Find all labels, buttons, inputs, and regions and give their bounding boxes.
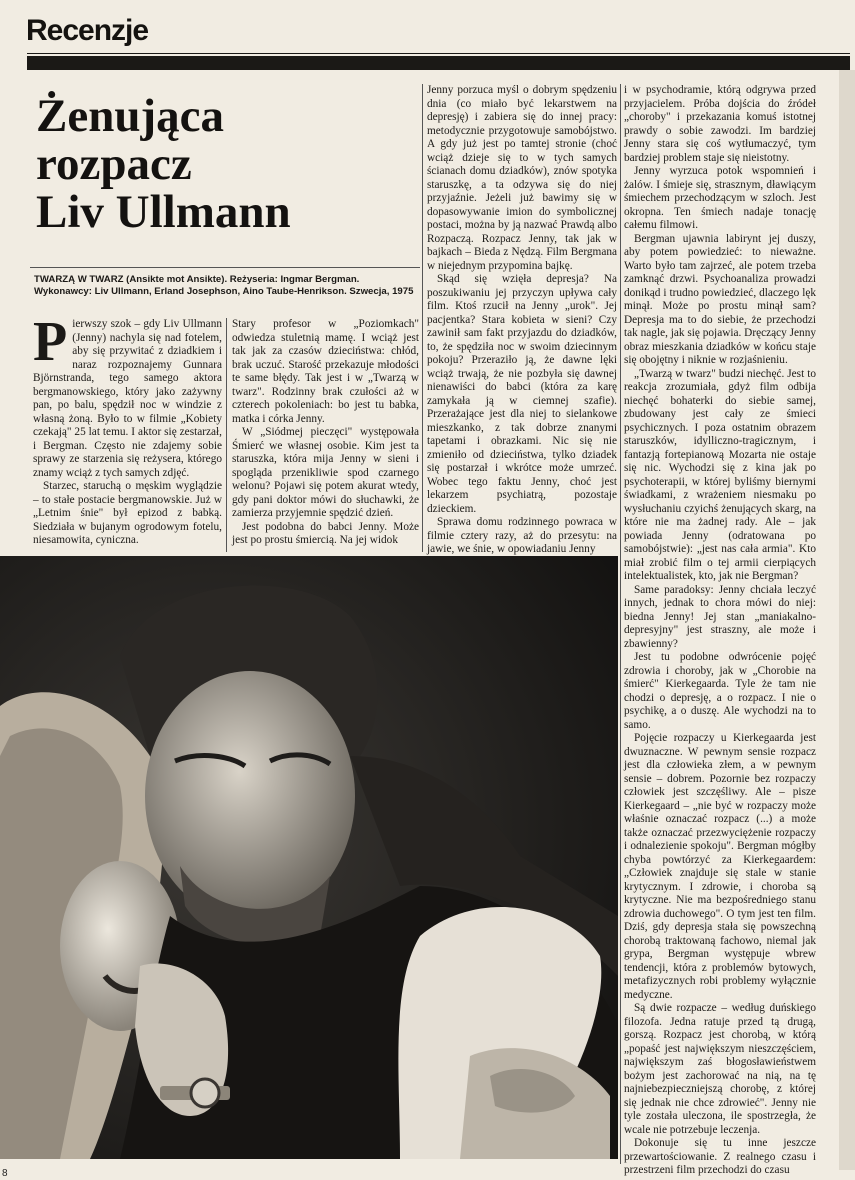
page-number: 8: [2, 1168, 8, 1179]
paragraph: Są dwie rozpacze – według duńskiego filozofa. Jedna ratuje przed tą drugą, gorszą. Rozpacz jest chorobą, w którą „popaść jest największym nieszczęściem, największym zaś błogosławieństwem bożym jest zachorować na nią, na tę najniebezpieczniejszą chorobę, z której się jednak nie chce zdrowieć". Jenny nie tyle została uleczona, ile spostrzegła, że wcale nie potrzebuje leczenja.: [624, 1002, 816, 1136]
text-column-2: [232, 318, 419, 548]
paragraph: Jest tu podobne odwrócenie pojęć zdrowia i choroby, jak w „Chorobie na śmierć" Kierkegaarda. Tyle że tam nie chodzi o depresję, a o rozpacz. I nie o psychikę, a o duszę. Ale wychodzi na to samo.: [624, 651, 816, 731]
film-still-photo: [0, 556, 618, 1159]
text-column-3: [427, 84, 617, 557]
article-headline: [36, 92, 416, 236]
drop-cap: P: [33, 311, 68, 373]
paragraph: Pojęcie rozpaczy u Kierkegaarda jest dwuznaczne. W pewnym sensie rozpacz jest dla człowieka złem, a w pewnym sensie – dobrem. Pozornie bez rozpaczy człowiek jest szczęśliwy. Ale – pisze Kierkegaard – „nie być w rozpaczy może właśnie oznaczać rozpacz (...) a może także oznaczać przezwyciężenie rozpaczy i odnalezienie spokoju". Bergman mógłby chyba powtórzyć za Kierkegaardem: „Człowiek znajduje się stale w stanie krytycznym. I zdrowie, i choroba są krytyczne. Nie ma bezpośredniego stanu zdrowia duchowego". O tym jest ten film. Dziś, gdy depresja stała się powszechną chorobą traktowaną fachowo, niemal jak grypa, Bergman występuje wbrew tendencji, która z problemów bytowych, metafizycznych robi problemy wyłącznie medyczne.: [624, 732, 816, 1001]
column-divider: [226, 318, 227, 552]
paragraph: Bergman ujawnia labirynt jej duszy, aby potem powiedzieć: to nieważne. Warto było tam zajrzeć, ale potem trzeba zamknąć drzwi. Psychoanaliza prowadzi donikąd i trudno powiedzieć, dlaczego lęk minął. Może po prostu minął sam? Depresja ma to do siebie, że przechodzi tak nagle, jak się pojawia. Dręczący Jenny obraz mieszkania dziadków w końcu staje się obojętny i niknie w rozjaśnieniu.: [624, 232, 816, 366]
top-rule: [27, 53, 850, 54]
text-column-1: [33, 311, 222, 548]
paragraph: Pierwszy szok – gdy Liv Ullmann (Jenny) nachyla się nad fotelem, aby się przywitać z dziadkiem i naraz rozpoznajemy Gunnara Björnstranda, tego samego aktora bergmanowskiego, który jako zażywny pan, po balu, spędził noc w windzie z własną żoną. Było to w filmie „Kobiety czekają" 25 lat temu. I aktor się zestarzał, i Bergman. Często nie zdajemy sobie sprawy ze starzenia się reżysera, którego znamy wciąż z tych samych zdjęć.: [33, 311, 222, 479]
column-divider: [422, 84, 423, 552]
paragraph: Stary profesor w „Poziomkach" odwiedza stuletnią mamę. I wciąż jest tak jak za czasów dzieciństwa: chłód, brak uczuć. Starość przekazuje młodości te same błędy. Tak jest i w „Twarzą w twarz". Rodzinny brak czułości aż w czterech pokoleniach: bo jest tu babka, matka i córka Jenny.: [232, 318, 419, 425]
paragraph: Starzec, staruchą o męskim wyglądzie – to stałe postacie bergmanowskie. Już w „Letnim śnie" był epizod z babką. Siedziała w bujanym ogrodowym fotelu, niesamowita, cyniczna.: [33, 480, 222, 546]
paragraph: Same paradoksy: Jenny chciała leczyć innych, jednak to chora mówi do niej: biedna Jenny! Jej stan „maniakalno-depresyjny" jest straszny, ale może i zbawienny?: [624, 583, 816, 650]
text-column-4: [624, 84, 816, 1178]
paragraph: Sprawa domu rodzinnego powraca w filmie cztery razy, aż do przesytu: na jawie, we śnie, w opowiadaniu Jenny: [427, 516, 617, 555]
film-credits: TWARZĄ W TWARZ (Ansikte mot Ansikte). Reżyseria: Ingmar Bergman. Wykonawcy: Liv Ullmann, Erland Josephson, Aino Taube-Henrikson. Szwecja, 1975: [34, 274, 414, 297]
paragraph: Dokonuje się tu inne jeszcze przewartościowanie. Z realnego czasu i przestrzeni film przechodzi do czasu: [624, 1137, 816, 1176]
paragraph: W „Siódmej pieczęci" występowała Śmierć we własnej osobie. Kim jest ta staruszka, która mija Jenny w sieni i spogląda przenikliwie spod czarnego welonu? Pojawi się potem akurat wtedy, gdy pani doktor mówi do słuchawki, że zamierza przyjemnie spędzić dzień.: [232, 426, 419, 519]
column-divider: [620, 84, 621, 1164]
paragraph: Jenny porzuca myśl o dobrym spędzeniu dnia (co miało być lekarstwem na depresję) i zabiera się do innej pracy: metodycznie przygotowuje samobójstwo. A gdy już jest po tamtej stronie (choć wciąż dzieje się to w tych samych ścianach domu dziadków), znów spotyka staruszkę, a ta odzywa się do niej przyjaźnie. Jeżeli już bawimy się w dopasowywanie imion do symbolicznej postaci, można by ją nazwać Prawdą albo Rozpaczą. Rozpacz Jenny, tak jak w bajkach – Bieda z Nędzą. Film Bergmana w niejednym przypomina bajkę.: [427, 84, 617, 272]
paragraph: Jest podobna do babci Jenny. Może jest po prostu śmiercią. Na jej widok: [232, 520, 419, 546]
headline-line-1: Żenująca: [36, 90, 224, 142]
header-bar: [27, 56, 850, 70]
page-margin: [839, 70, 855, 1170]
paragraph: „Twarzą w twarz" budzi niechęć. Jest to reakcja zrozumiała, gdyż film odbija niechęć bohaterki do siebie samej, zbudowany jest cały ze śmieci psychicznych. I poza ostatnim obrazem staruszków, idylliczno-tragicznym, i fantazją fortepianową Mozarta nie ostaje się nic. Wychodzi się z kina jak po psychoterapii, w której byliśmy biernymi świadkami, z wrażeniem niesmaku po wysłuchaniu czyichś żenujących skarg, na które nie ma żadnej rady. Ale – jak powiada Jenny (odratowana po samobójstwie): „jest nas cała armia". Kto miał zrobić film o tej armii cierpiących intelektualistek, kto, jak nie Bergman?: [624, 367, 816, 582]
headline-line-3: Liv Ullmann: [36, 186, 291, 238]
section-label: Recenzje: [26, 14, 149, 47]
paragraph: Skąd się wzięła depresja? Na poszukiwaniu jej przyczyn upływa cały film. Ktoś rzucił na Jenny „urok". Jej pacjentka? Stara kobieta w sieni? Czy zawinił sam fakt przyjazdu do dziadków, to, że spędziła noc w swoim dziecinnym pokoju? Przeraziło ją, że dawne lęki wciąż trwają, że nie pozbyła się dawnej nienawiści do babci (która za karę zamykała ją w ciemnej szafie). Przerażające jest dla niej to sielankowe mieszkanko, z tak dobrze znanymi tapetami i obrazkami. Nic się nie zmieniło od dzieciństwa, tylko dziadek się postarzał i wkrótce może umrzeć. Wobec tego faktu Jenny, choć jest lekarzem psychiatrą, pozostaje dzieckiem.: [427, 273, 617, 515]
headline-line-2: rozpacz: [36, 138, 192, 190]
paragraph: i w psychodramie, którą odgrywa przed przyjacielem. Próba dojścia do źródeł „choroby" i przekazania komuś istotnej prawdy o sobie zawodzi. Im bardziej Jenny stara się coś wytłumaczyć, tym bardziej problem staje się nieistotny.: [624, 84, 816, 164]
headline-rule: [30, 267, 420, 268]
film-still-illustration: [0, 556, 618, 1159]
paragraph: Jenny wyrzuca potok wspomnień i żalów. I śmieje się, strasznym, dławiącym śmiechem przechodzącym w szloch. Jest okropna. Ten śmiech nadaje tonację całemu filmowi.: [624, 165, 816, 231]
